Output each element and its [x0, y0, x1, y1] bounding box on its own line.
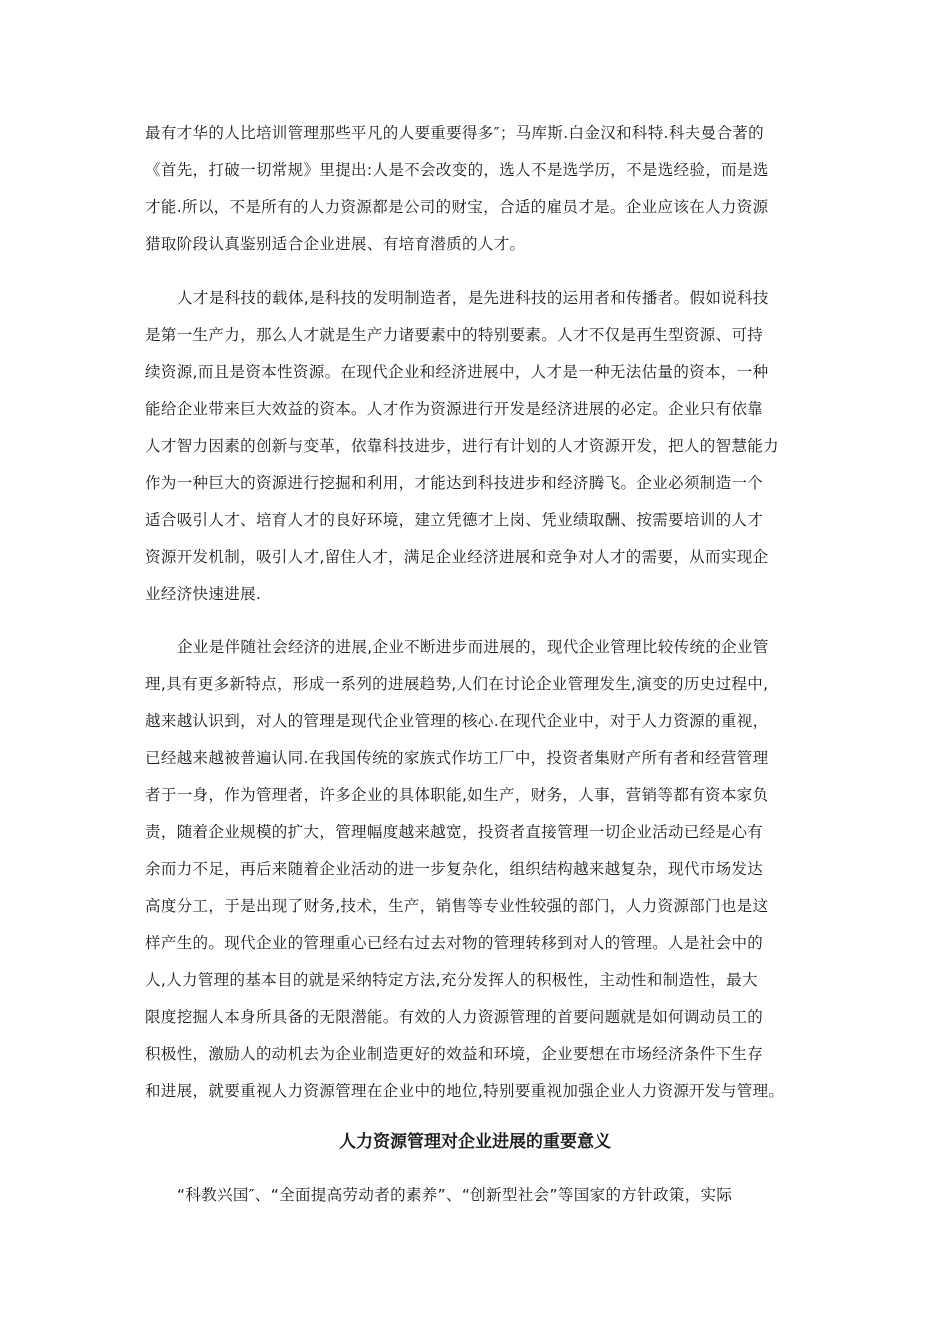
paragraph-1-line-1: 最有才华的人比培训管理那些平凡的人要重要得多″；马库斯.白金汉和科特.科夫曼合著的	[145, 124, 764, 142]
paragraph-3-line-8: 高度分工，于是出现了财务,技术，生产，销售等专业性较强的部门，人力资源部门也是这	[145, 897, 769, 915]
paragraph-3-line-4: 已经越来越被普遍认同.在我国传统的家族式作坊工厂中，投资者集财产所有者和经营管理	[145, 749, 769, 767]
paragraph-2-line-7: 适合吸引人才、培育人才的良好环境，建立凭德才上岗、凭业绩取酬、按需要培训的人才	[145, 511, 764, 529]
paragraph-2-line-2: 是第一生产力，那么人才就是生产力诸要素中的特别要素。人才不仅是再生型资源、可持	[145, 326, 764, 344]
paragraph-2-line-4: 能给企业带来巨大效益的资本。人才作为资源进行开发是经济进展的必定。企业只有依靠	[145, 400, 764, 418]
paragraph-3-line-2: 理,具有更多新特点，形成一系列的进展趋势,人们在讨论企业管理发生,演变的历史过程中,	[145, 675, 769, 693]
paragraph-3-line-9: 样产生的。现代企业的管理重心已经右过去对物的管理转移到对人的管理。人是社会中的	[145, 934, 764, 952]
paragraph-2-line-9: 业经济快速进展.	[145, 585, 262, 603]
paragraph-3-line-13: 和进展，就要重视人力资源管理在企业中的地位,特别要重视加强企业人力资源开发与管理。	[145, 1082, 785, 1100]
paragraph-3-line-11: 限度挖掘人本身所具备的无限潜能。有效的人力资源管理的首要问题就是如何调动员工的	[145, 1008, 764, 1026]
paragraph-3-line-7: 余而力不足，再后来随着企业活动的进一步复杂化，组织结构越来越复杂，现代市场发达	[145, 860, 764, 878]
paragraph-2-line-3: 续资源,而且是资本性资源。在现代企业和经济进展中，人才是一种无法估量的资本，一种	[145, 363, 769, 381]
paragraph-3-line-3: 越来越认识到，对人的管理是现代企业管理的核心.在现代企业中，对于人力资源的重视，	[145, 712, 769, 730]
paragraph-2-line-6: 作为一种巨大的资源进行挖掘和利用，才能达到科技进步和经济腾飞。企业必须制造一个	[145, 474, 764, 492]
paragraph-1-line-4: 猎取阶段认真鉴别适合企业进展、有培育潜质的人才。	[145, 235, 526, 253]
paragraph-3-line-12: 积极性，激励人的动机去为企业制造更好的效益和环境，企业要想在市场经济条件下生存	[145, 1045, 764, 1063]
section-heading: 人力资源管理对企业进展的重要意义	[339, 1132, 611, 1152]
final-paragraph-line-1: “科教兴国″、“全面提高劳动者的素养”、“创新型社会”等国家的方针政策，实际	[177, 1186, 733, 1204]
paragraph-1-line-3: 才能.所以，不是所有的人力资源都是公司的财宝，合适的雇员才是。企业应该在人力资源	[145, 198, 769, 216]
paragraph-3-line-1: 企业是伴随社会经济的进展,企业不断进步而进展的，现代企业管理比较传统的企业管	[177, 638, 769, 656]
paragraph-2-line-5: 人才智力因素的创新与变革，依靠科技进步，进行有计划的人才资源开发，把人的智慧能力	[145, 437, 780, 455]
paragraph-1-line-2: 《首先，打破一切常规》里提出:人是不会改变的，选人不是选学历，不是选经验，而是选	[145, 161, 769, 179]
paragraph-3-line-10: 人,人力管理的基本目的就是采纳特定方法,充分发挥人的积极性，主动性和制造性，最大	[145, 971, 758, 989]
paragraph-2-line-8: 资源开发机制，吸引人才,留住人才，满足企业经济进展和竞争对人才的需要，从而实现企	[145, 548, 769, 566]
paragraph-3-line-5: 者于一身，作为管理者，许多企业的具体职能,如生产，财务，人事，营销等都有资本家负	[145, 786, 769, 804]
paragraph-3-line-6: 责，随着企业规模的扩大，管理幅度越来越宽，投资者直接管理一切企业活动已经是心有	[145, 823, 764, 841]
paragraph-2-line-1: 人才是科技的载体,是科技的发明制造者，是先进科技的运用者和传播者。假如说科技	[177, 289, 769, 307]
